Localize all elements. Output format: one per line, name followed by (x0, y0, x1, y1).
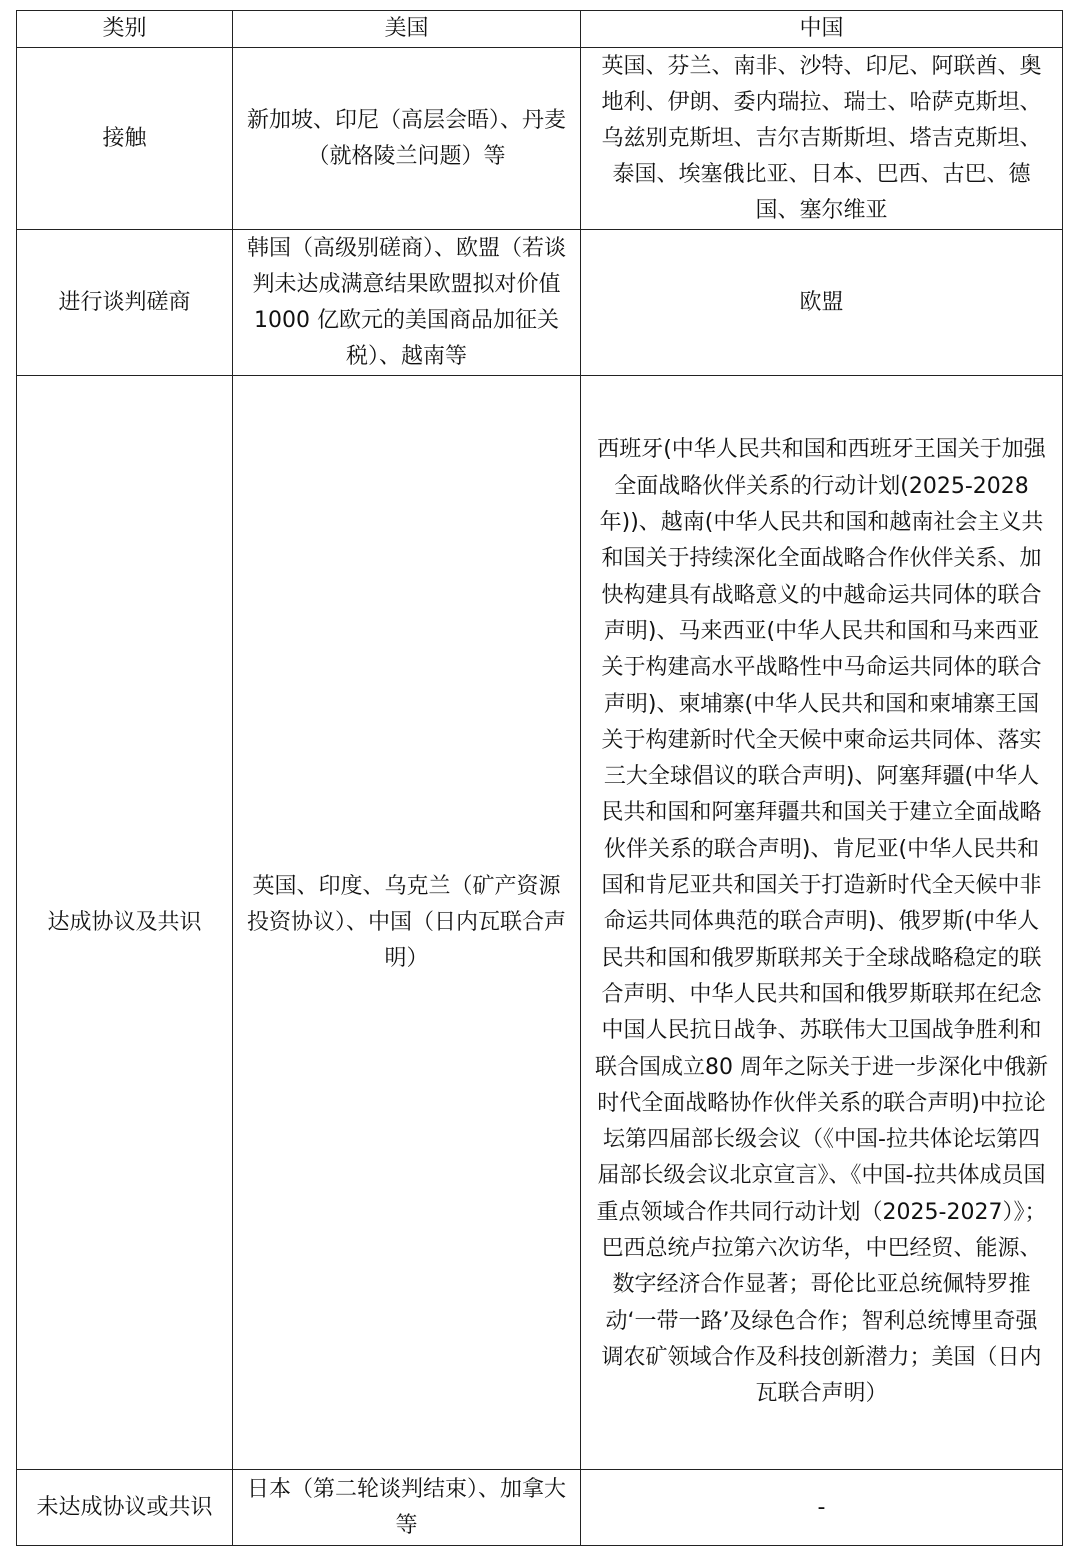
header-row (17, 11, 1063, 48)
row-us-cell: 日本（第二轮谈判结束）、加拿大等 (233, 1470, 581, 1546)
row-china-cell: - (581, 1470, 1063, 1546)
row-category-cell: 进行谈判磋商 (17, 230, 233, 376)
row-category-cell: 未达成协议或共识 (17, 1470, 233, 1546)
row-china-cell: 英国、芬兰、南非、沙特、印尼、阿联酋、奥地利、伊朗、委内瑞拉、瑞士、哈萨克斯坦、乌兹别克斯坦、吉尔吉斯斯坦、塔吉克斯坦、泰国、埃塞俄比亚、日本、巴西、古巴、德国、塞尔维亚 (581, 48, 1063, 230)
row-us-cell: 英国、印度、乌克兰（矿产资源投资协议）、中国（日内瓦联合声明） (233, 376, 581, 1470)
row-category-cell: 接触 (17, 48, 233, 230)
row-us-cell: 新加坡、印尼（高层会晤）、丹麦（就格陵兰问题）等 (233, 48, 581, 230)
table-row-agreement (17, 376, 1063, 1470)
row-china-cell: 欧盟 (581, 230, 1063, 376)
header-category: 类别 (17, 11, 233, 48)
row-china-cell: 西班牙(中华人民共和国和西班牙王国关于加强全面战略伙伴关系的行动计划(2025-2028 年))、越南(中华人民共和国和越南社会主义共和国关于持续深化全面战略合作伙伴关系、加快构建具有战略意义的中越命运共同体的联合声明)、马来西亚(中华人民共和国和马来西亚关于构建高水平战略性中马命运共同体的联合声明)、柬埔寨(中华人民共和国和柬埔寨王国关于构建新时代全天候中柬命运共同体、落实三大全球倡议的联合声明)、阿塞拜疆(中华人民共和国和阿塞拜疆共和国关于建立全面战略伙伴关系的联合声明)、肯尼亚(中华人民共和国和肯尼亚共和国关于打造新时代全天候中非命运共同体典范的联合声明)、俄罗斯(中华人民共和国和俄罗斯联邦关于全球战略稳定的联合声明、中华人民共和国和俄罗斯联邦在纪念中国人民抗日战争、苏联伟大卫国战争胜利和联合国成立80 周年之际关于进一步深化中俄新时代全面战略协作伙伴关系的联合声明)中拉论坛第四届部长级会议（《中国-拉共体论坛第四届部长级会议北京宣言》、《中国-拉共体成员国重点领域合作共同行动计划（2025-2027）》；巴西总统卢拉第六次访华，中巴经贸、能源、数字经济合作显著；哥伦比亚总统佩特罗推动‘一带一路’及绿色合作；智利总统博里奇强调农矿领域合作及科技创新潜力；美国（日内瓦联合声明） (581, 376, 1063, 1470)
table-row-no-agreement (17, 1470, 1063, 1546)
table-row-negotiation (17, 230, 1063, 376)
table-row-contact (17, 48, 1063, 230)
row-us-cell: 韩国（高级别磋商）、欧盟（若谈判未达成满意结果欧盟拟对价值 1000 亿欧元的美国商品加征关税）、越南等 (233, 230, 581, 376)
row-category-cell: 达成协议及共识 (17, 376, 233, 1470)
header-china: 中国 (581, 11, 1063, 48)
comparison-table (16, 10, 1063, 1546)
header-us: 美国 (233, 11, 581, 48)
